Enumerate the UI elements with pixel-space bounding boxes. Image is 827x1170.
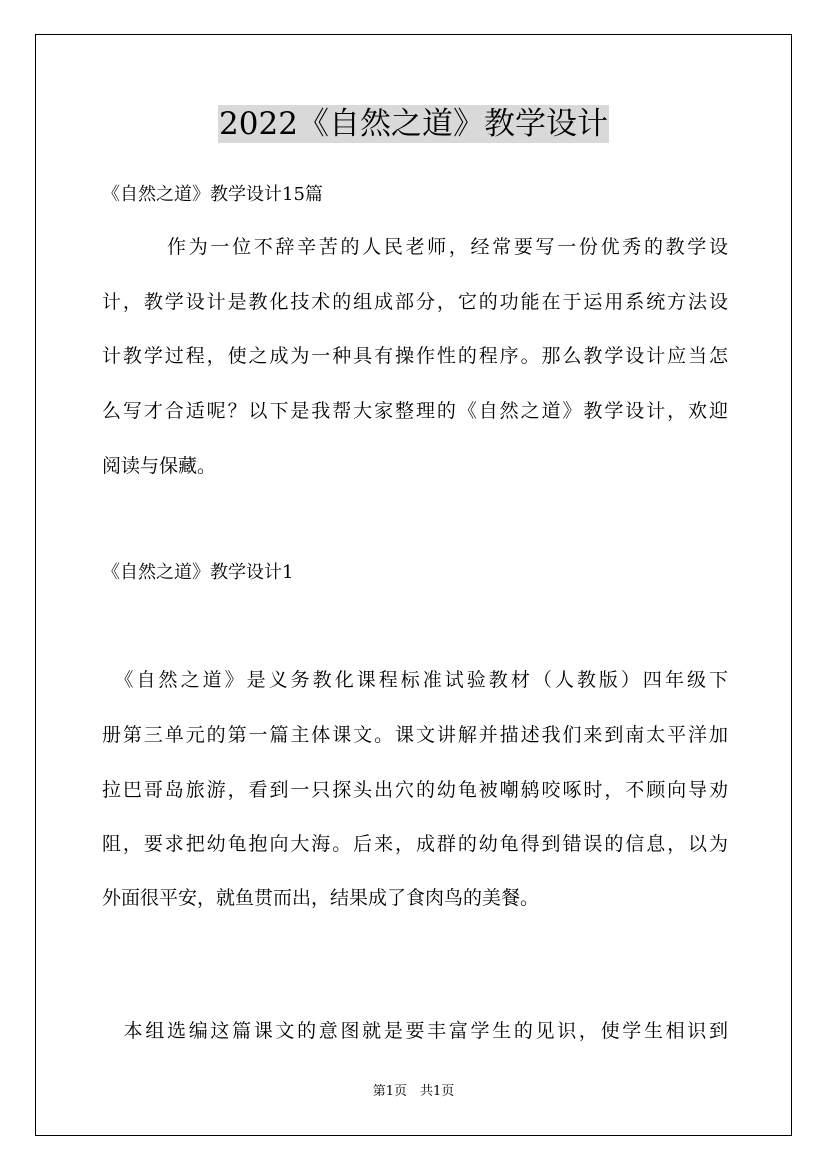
document-title-text: 2022《自然之道》教学设计 [219, 106, 608, 142]
paragraph1-line-1: 《自然之道》是义务教化课程标准试验教材（人教版）四年级下 [102, 669, 728, 691]
intro-line-2: 计，教学设计是教化技术的组成部分，它的功能在于运用系统方法设 [102, 291, 728, 313]
intro-line-3: 计教学过程，使之成为一种具有操作性的程序。那么教学设计应当怎 [102, 345, 728, 367]
section-heading: 《自然之道》教学设计1 [102, 562, 294, 583]
paragraph1-line-4: 阻，要求把幼龟抱向大海。后来，成群的幼龟得到错误的信息，以为 [102, 833, 728, 855]
intro-line-4: 么写才合适呢？以下是我帮大家整理的《自然之道》教学设计，欢迎 [102, 400, 728, 422]
intro-line-1: 作为一位不辞辛苦的人民老师，经常要写一份优秀的教学设 [102, 236, 728, 258]
document-title [0, 104, 827, 143]
paragraph1-line-3: 拉巴哥岛旅游，看到一只探头出穴的幼龟被嘲鸫咬啄时，不顾向导劝 [102, 779, 728, 801]
page-footer: 第1页 共1页 [372, 1084, 455, 1099]
paragraph1-line-2: 册第三单元的第一篇主体课文。课文讲解并描述我们来到南太平洋加 [102, 724, 728, 746]
subtitle: 《自然之道》教学设计15篇 [102, 184, 323, 205]
intro-line-5: 阅读与保藏。 [102, 455, 217, 477]
paragraph2-line-1: 本组选编这篇课文的意图就是要丰富学生的见识，使学生相识到 [102, 1020, 728, 1042]
paragraph1-line-5: 外面很平安，就鱼贯而出，结果成了食肉鸟的美餐。 [102, 887, 540, 909]
